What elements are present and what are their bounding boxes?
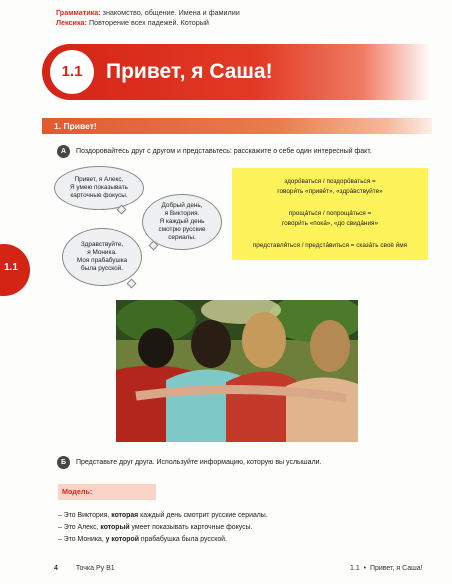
grammar-label: Грамматика: <box>56 8 101 17</box>
vocab-line: здоро́ваться / поздоро́ваться = <box>284 178 376 185</box>
lesson-title: Привет, я Саша! <box>106 60 273 83</box>
model-label: Модель: <box>62 487 93 496</box>
task-b-instruction: Представьте друг друга. Используйте информацию, которую вы услышали. <box>76 459 322 466</box>
grammar-text: знакомство, общение. Имена и фамилии <box>100 8 240 17</box>
section-title: 1. Привет! <box>54 121 97 131</box>
book-title: Точка Ру B1 <box>75 565 115 572</box>
running-head: 1.1 • Привет, я Саша! <box>350 565 423 572</box>
footer-left <box>54 565 115 572</box>
relative-pronoun: который <box>100 524 130 531</box>
vocab-line: говори́ть «приве́т», «здра́вствуйте» <box>277 188 383 195</box>
bubble-line: Добрый день, <box>161 202 203 209</box>
vocab-line: представля́ться / предста́виться = сказа́ть своё и́мя <box>252 242 408 249</box>
bubble-line: я Виктория. <box>164 210 200 217</box>
vocabulary-box <box>232 168 428 260</box>
side-chapter-number: 1.1 <box>4 262 18 273</box>
friends-photo-illustration <box>116 300 358 442</box>
lexis-text: Повторение всех падежей. Который <box>86 18 209 27</box>
vocab-line: проща́ться / попроща́ться = <box>288 210 372 217</box>
friends-photo <box>116 300 358 442</box>
speech-bubble-alex <box>54 166 144 210</box>
speech-bubble-tail <box>127 279 137 289</box>
lexis-line <box>56 18 240 28</box>
bubble-line: была русской. <box>80 265 124 272</box>
bubble-line: Здравствуйте, <box>80 241 124 248</box>
bubble-line: Я умею показывать <box>70 184 128 191</box>
page-number: 4 <box>54 565 58 572</box>
model-example: – Это Виктория, которая каждый день смотрит русские сериалы. <box>58 512 268 519</box>
bubble-line: сериалы. <box>168 234 196 241</box>
speech-bubble-tail <box>117 205 127 215</box>
lesson-number-badge: 1.1 <box>50 50 94 94</box>
relative-pronoun: которая <box>111 512 139 519</box>
model-example: – Это Алекс, который умеет показывать карточные фокусы. <box>58 524 253 531</box>
model-example: – Это Моника, у которой прабабушка была русской. <box>58 536 227 543</box>
bubble-line: смотрю русские <box>158 226 206 233</box>
lexis-label: Лексика: <box>56 18 87 27</box>
task-a-marker: А <box>57 145 70 158</box>
bubble-line: Привет, я Алекс. <box>74 176 124 183</box>
task-b-marker: Б <box>57 456 70 469</box>
bubble-line: я Моника. <box>87 249 117 256</box>
speech-bubble-monica <box>62 228 142 286</box>
task-a-instruction: Поздоровайтесь друг с другом и представьтесь: расскажите о себе один интересный факт. <box>76 148 372 155</box>
grammar-line <box>56 8 240 18</box>
vocab-line: говори́ть «пока́», «до свида́ния» <box>281 220 379 227</box>
relative-pronoun: у которой <box>105 536 139 543</box>
bubble-line: карточные фокусы. <box>70 192 128 199</box>
lesson-meta <box>56 8 240 28</box>
section-header-bar <box>42 118 432 134</box>
bubble-line: Я каждый день <box>159 218 205 225</box>
bubble-line: Моя прабабушка <box>76 257 128 264</box>
